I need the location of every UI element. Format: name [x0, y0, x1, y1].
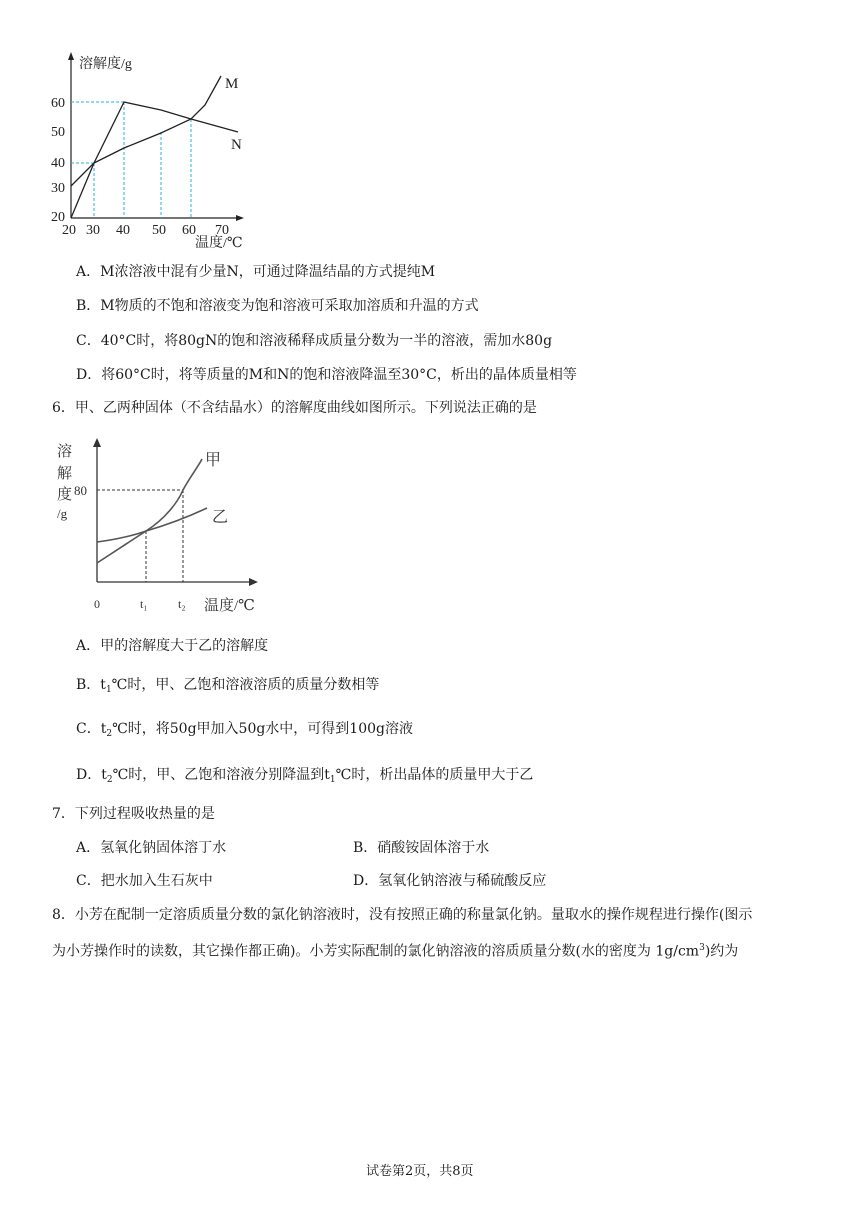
- q8-line-2: [52, 939, 738, 961]
- xtick-40: 40: [116, 223, 130, 238]
- ytick-30: 30: [51, 181, 65, 196]
- q8-line-1: 8．小芳在配制一定溶质质量分数的氯化钠溶液时，没有按照正确的称量氯化钠。量取水的操作规程进行操作(图示: [52, 907, 753, 923]
- q7-stem: 7．下列过程吸收热量的是: [52, 806, 215, 822]
- xtick-70: 70: [215, 223, 229, 238]
- q5-option-c: C．40°C时，将80gN的饱和溶液稀释成质量分数为一半的溶液，需加水80g: [76, 333, 553, 349]
- option-text: ℃时，甲、乙饱和溶液溶质的质量分数相等: [111, 677, 380, 693]
- ytick-20: 20: [51, 210, 65, 225]
- option-letter: C．: [76, 721, 101, 737]
- q7-option-b: B．硝酸铵固体溶于水: [353, 840, 490, 856]
- xtick-30: 30: [86, 223, 100, 238]
- t-subscript: 1: [329, 775, 336, 785]
- series-label-m: M: [225, 76, 239, 92]
- xtick-20: 20: [62, 223, 76, 238]
- q7-option-a: A．氢氧化钠固体溶丁水: [76, 840, 227, 856]
- q6-option-a: A．甲的溶解度大于乙的溶解度: [76, 638, 269, 654]
- superscript: 3: [699, 943, 705, 953]
- xtick-t2: t₂: [178, 597, 186, 611]
- curve-m: [71, 76, 221, 218]
- t-symbol: t: [100, 677, 106, 693]
- chart2-ylabel-3: 度: [57, 487, 73, 503]
- y-axis-arrow: [93, 438, 101, 447]
- curve-jia: [97, 459, 202, 563]
- curve-yi: [97, 508, 207, 542]
- solubility-chart-jia-yi: [50, 432, 280, 622]
- q5-option-b: B．M物质的不饱和溶液变为饱和溶液可采取加溶质和升温的方式: [76, 298, 479, 314]
- option-letter: B．: [76, 677, 101, 693]
- q7-option-d: D．氢氧化钠溶液与稀硫酸反应: [353, 873, 547, 889]
- q7-option-c: C．把水加入生石灰中: [76, 873, 213, 889]
- chart1-ylabel: 溶解度/g: [79, 57, 132, 72]
- chart2-ylabel-1: 溶: [57, 444, 73, 460]
- x-axis-arrow: [249, 578, 258, 586]
- series-label-jia: 甲: [205, 452, 222, 469]
- t-subscript: 2: [106, 729, 113, 739]
- option-letter: D．: [76, 767, 102, 783]
- page-footer: 试卷第2页，共8页: [366, 1164, 474, 1179]
- xtick-60: 60: [182, 223, 196, 238]
- q6-stem: 6．甲、乙两种固体（不含结晶水）的溶解度曲线如图所示。下列说法正确的是: [52, 400, 537, 416]
- option-text: ℃时，甲、乙饱和溶液分别降温到: [112, 767, 325, 783]
- solubility-chart-mn: [51, 50, 265, 251]
- chart2-ylabel-4: /g: [57, 506, 68, 521]
- q8-text: 为小芳操作时的读数，其它操作都正确)。小芳实际配制的氯化钠溶液的溶质质量分数(水的密度为 1g/cm: [52, 943, 700, 960]
- option-text: ℃时，析出晶体的质量甲大于乙: [335, 767, 534, 783]
- t-subscript: 1: [105, 685, 112, 695]
- t-subscript: 2: [106, 775, 113, 785]
- chart2-ylabel-2: 解: [57, 466, 73, 482]
- y-axis-arrow: [68, 52, 74, 60]
- chart2-xlabel: 温度/℃: [204, 598, 255, 614]
- t-symbol: t: [100, 721, 107, 737]
- ytick-80: 80: [74, 483, 87, 498]
- chart1-xlabel: 温度/℃: [195, 236, 243, 251]
- q5-option-a: A．M浓溶液中混有少量N，可通过降温结晶的方式提纯M: [76, 264, 436, 280]
- q6-option-b: [76, 676, 379, 699]
- q8-text: )约为: [704, 943, 739, 960]
- xtick-50: 50: [152, 223, 166, 238]
- ytick-60: 60: [51, 96, 65, 111]
- t-symbol: t: [324, 767, 330, 783]
- ytick-50: 50: [51, 125, 65, 140]
- q5-option-d: D．将60°C时，将等质量的M和N的饱和溶液降温至30°C，析出的晶体质量相等: [76, 367, 577, 383]
- option-text: ℃时，将50g甲加入50g水中，可得到100g溶液: [112, 721, 413, 737]
- origin-label: 0: [94, 597, 100, 611]
- series-label-yi: 乙: [212, 509, 229, 526]
- series-label-n: N: [231, 137, 242, 153]
- x-axis-arrow: [236, 215, 244, 221]
- q6-option-d: [76, 766, 533, 789]
- ytick-40: 40: [51, 156, 65, 171]
- q6-option-c: [76, 720, 413, 743]
- xtick-t1: t₁: [140, 597, 148, 611]
- curve-n: [71, 102, 238, 186]
- t-symbol: t: [101, 767, 107, 783]
